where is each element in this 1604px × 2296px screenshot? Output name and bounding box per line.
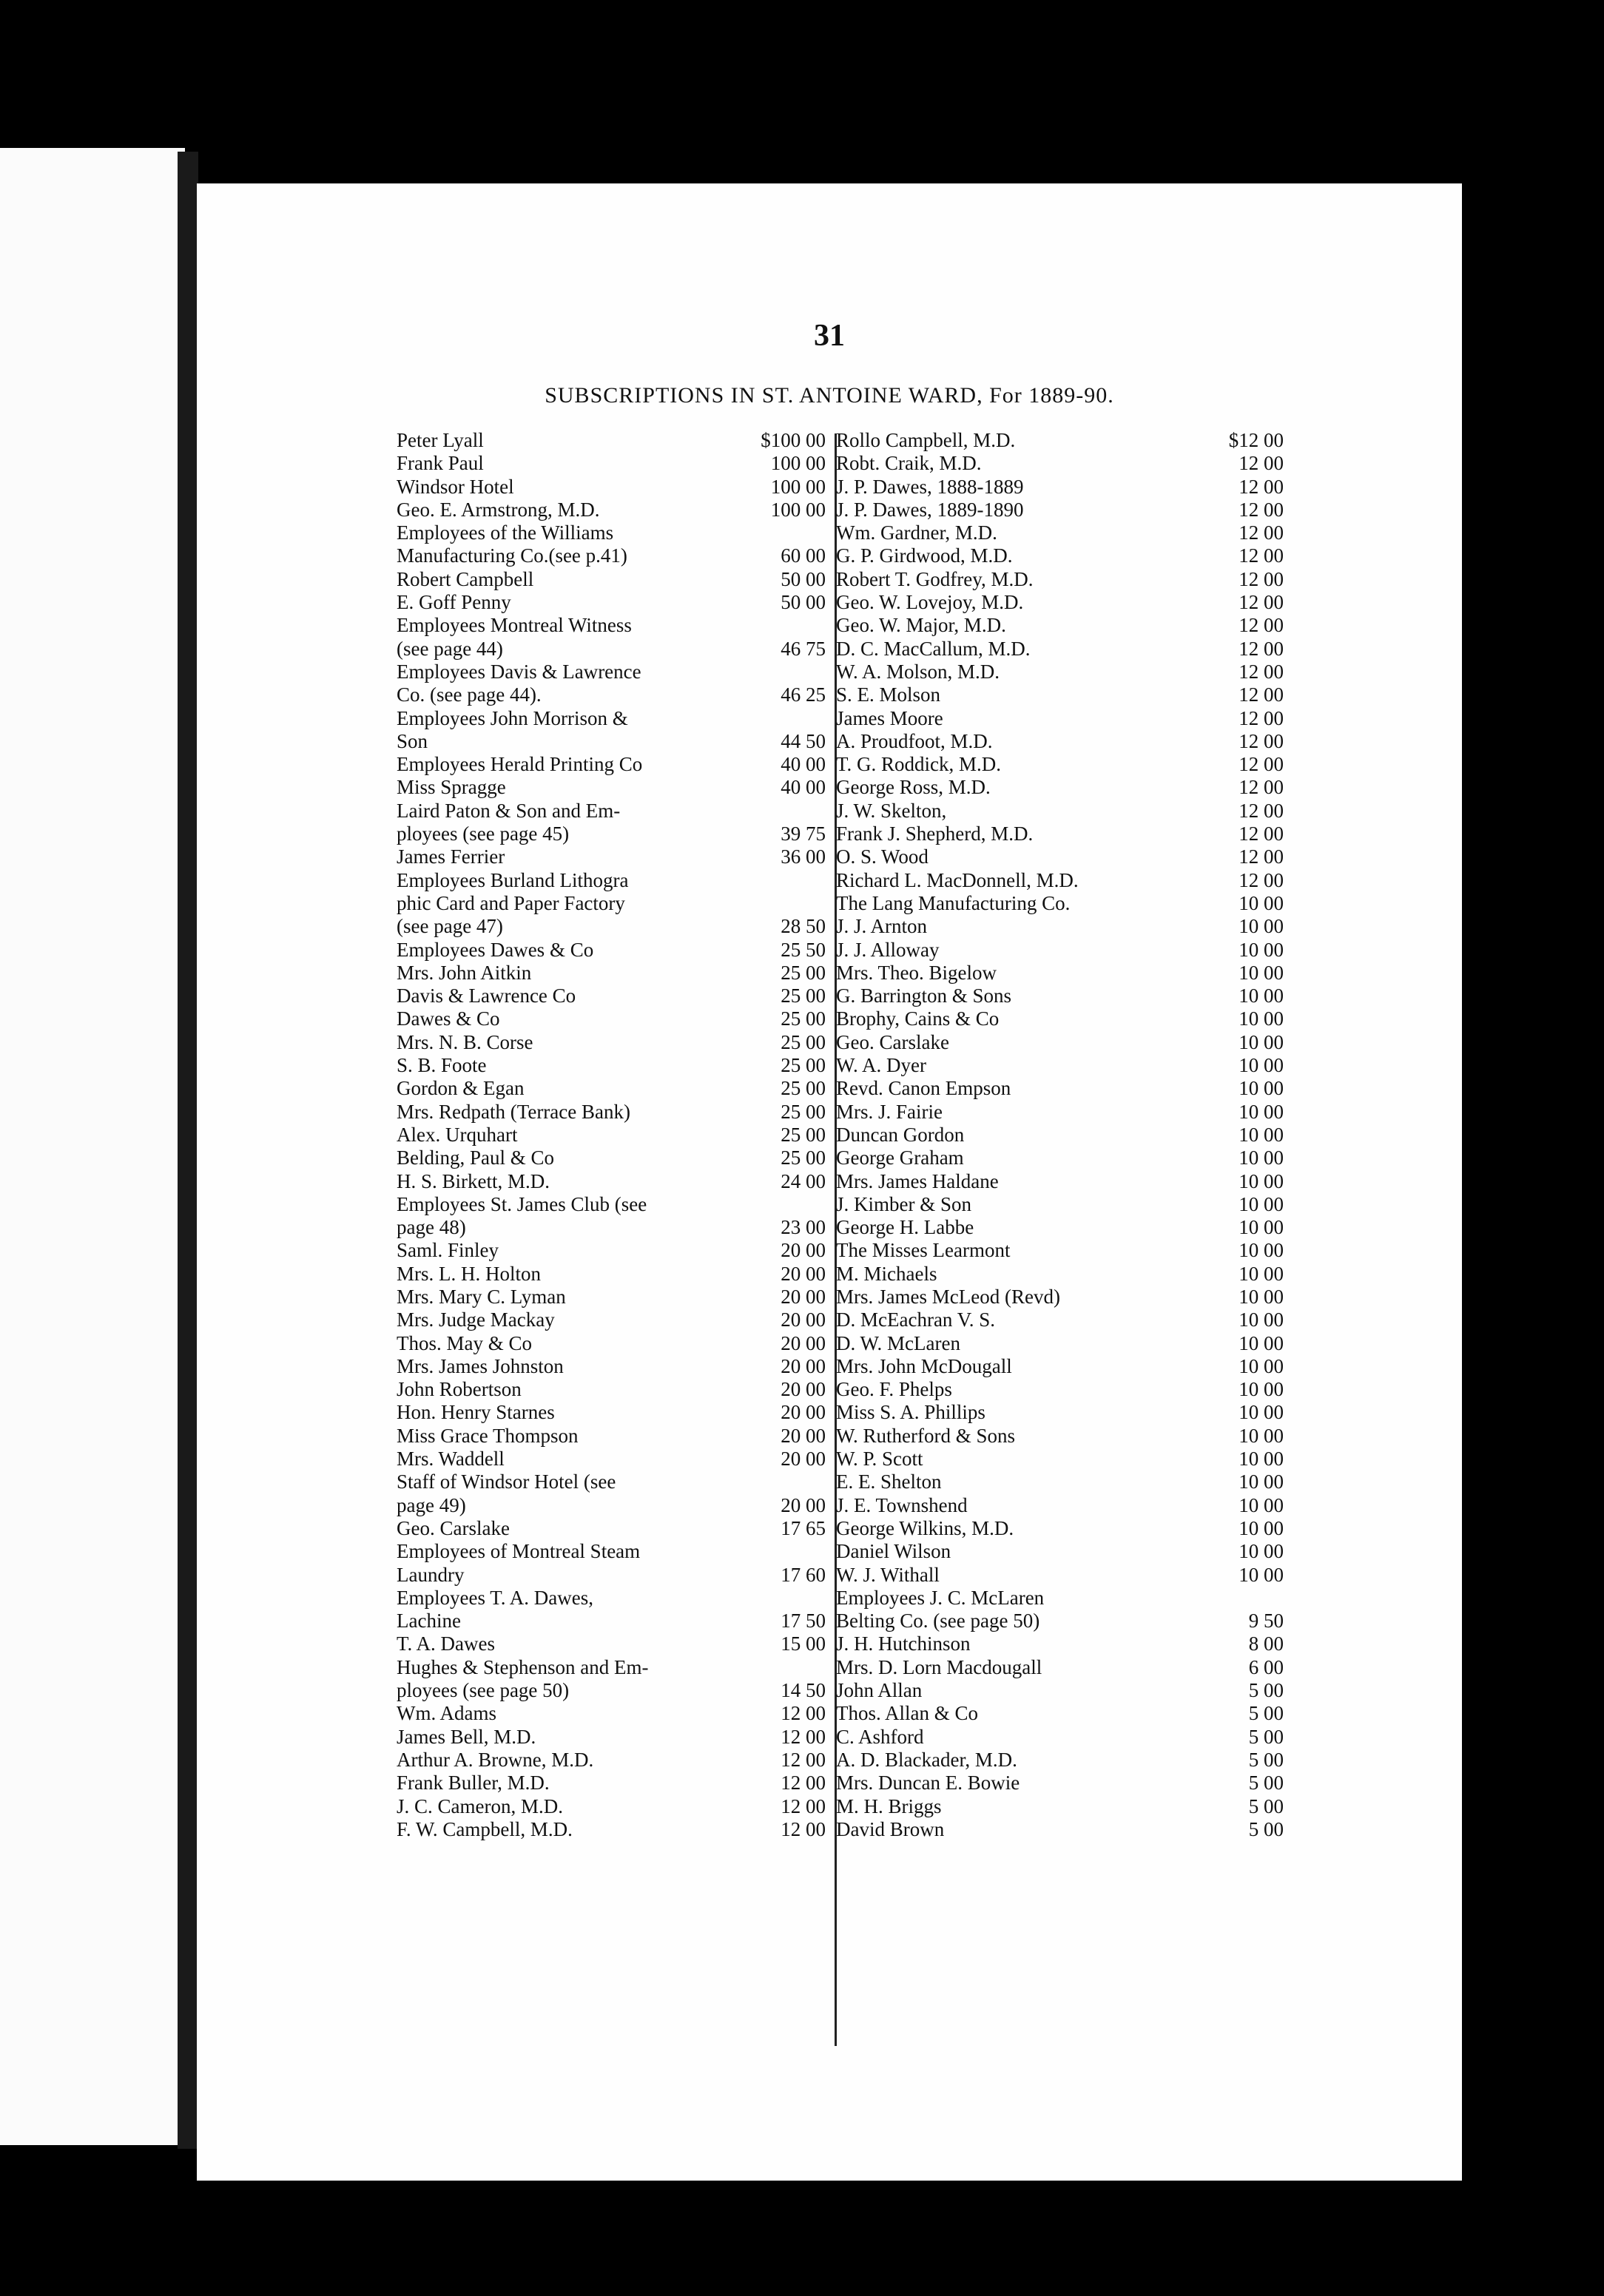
subscription-amount: 20 00: [781, 1401, 826, 1424]
subscription-row: [836, 776, 1450, 799]
subscription-row: [836, 1726, 1450, 1749]
subscription-row: [836, 800, 1450, 823]
subscriber-name: James Moore: [836, 706, 943, 729]
subscription-row: [836, 892, 1450, 915]
subscriber-name: George Graham: [836, 1147, 964, 1169]
subscriber-name: page 48): [397, 1216, 466, 1239]
subscription-row: [836, 1471, 1450, 1493]
subscriber-name: phic Card and Paper Factory: [397, 891, 625, 914]
subscriber-name: Mrs. James Haldane: [836, 1169, 999, 1192]
subscription-amount: 5 00: [1248, 1725, 1284, 1748]
subscription-row: [836, 1587, 1450, 1610]
subscription-row: [836, 1124, 1450, 1147]
subscriber-name: Robert T. Godfrey, M.D.: [836, 567, 1034, 590]
subscription-row: [836, 544, 1450, 567]
subscriber-name: Geo. W. Major, M.D.: [836, 614, 1006, 637]
subscriber-name: W. J. Withall: [836, 1563, 940, 1586]
subscription-row: [836, 1795, 1450, 1818]
subscription-row: [836, 1077, 1450, 1100]
subscription-amount: 12 00: [1239, 591, 1284, 614]
subscription-row: [836, 869, 1450, 892]
subscription-amount: 12 00: [1239, 475, 1284, 498]
subscription-row: [836, 1540, 1450, 1563]
subscription-amount: 10 00: [1239, 1100, 1284, 1123]
subscription-row: [836, 1332, 1450, 1355]
subscription-amount: 12 00: [1239, 823, 1284, 845]
subscription-amount: 20 00: [781, 1331, 826, 1354]
subscriber-name: J. P. Dawes, 1888-1889: [836, 475, 1024, 498]
subscription-amount: 10 00: [1239, 1147, 1284, 1169]
subscription-amount: $12 00: [1228, 429, 1284, 451]
subscriber-name: Geo. W. Lovejoy, M.D.: [836, 591, 1024, 614]
subscriber-name: D. McEachran V. S.: [836, 1309, 995, 1331]
subscription-amount: 40 00: [781, 753, 826, 776]
subscriber-name: Mrs. Redpath (Terrace Bank): [397, 1100, 630, 1123]
subscriber-name: James Bell, M.D.: [397, 1725, 536, 1748]
subscription-amount: 5 00: [1248, 1679, 1284, 1702]
subscription-amount: 12 00: [781, 1794, 826, 1817]
subscription-row: [836, 845, 1450, 868]
subscription-row: [836, 683, 1450, 706]
subscription-amount: 25 00: [781, 1054, 826, 1077]
subscriber-name: Employees Herald Printing Co: [397, 753, 643, 776]
subscription-amount: 50 00: [781, 591, 826, 614]
subscription-amount: 25 00: [781, 1100, 826, 1123]
subscription-amount: 20 00: [781, 1493, 826, 1516]
subscription-amount: 12 00: [781, 1748, 826, 1771]
subscriber-name: Robert Campbell: [397, 567, 534, 590]
subscriber-name: Mrs. Mary C. Lyman: [397, 1285, 566, 1308]
subscription-row: [836, 1749, 1450, 1772]
subscriber-name: (see page 47): [397, 915, 503, 938]
subscriber-name: James Ferrier: [397, 845, 505, 868]
subscription-amount: 23 00: [781, 1216, 826, 1239]
subscription-amount: 20 00: [781, 1448, 826, 1471]
subscription-row: [836, 707, 1450, 730]
subscription-amount: 25 00: [781, 1077, 826, 1100]
subscriber-name: A. D. Blackader, M.D.: [836, 1748, 1017, 1771]
subscription-amount: 25 00: [781, 961, 826, 984]
subscriber-name: W. A. Dyer: [836, 1054, 926, 1077]
subscriber-name: Mrs. James McLeod (Revd): [836, 1285, 1060, 1308]
subscription-amount: 12 00: [781, 1702, 826, 1725]
subscriber-name: Co. (see page 44).: [397, 683, 542, 706]
subscription-amount: 10 00: [1239, 1331, 1284, 1354]
subscriber-name: M. Michaels: [836, 1262, 937, 1285]
subscription-row: [836, 429, 1450, 452]
subscription-amount: 12 00: [1239, 452, 1284, 475]
subscription-row: [836, 661, 1450, 683]
subscription-amount: 12 00: [1239, 683, 1284, 706]
subscription-amount: 10 00: [1239, 1516, 1284, 1539]
subscription-row: [836, 638, 1450, 661]
subscriber-name: Mrs. John Aitkin: [397, 961, 532, 984]
subscriber-name: Employees Burland Lithogra: [397, 868, 629, 891]
subscriber-name: Mrs. Waddell: [397, 1448, 505, 1471]
subscription-amount: 10 00: [1239, 1216, 1284, 1239]
subscription-amount: 100 00: [770, 452, 826, 475]
subscription-amount: 25 00: [781, 1030, 826, 1053]
subscription-amount: 6 00: [1248, 1655, 1284, 1678]
subscription-row: [836, 1193, 1450, 1216]
subscription-row: [836, 1818, 1450, 1841]
subscriber-name: Brophy, Cains & Co: [836, 1007, 1000, 1030]
subscription-row: [836, 1170, 1450, 1193]
subscriber-name: Thos. May & Co: [397, 1331, 533, 1354]
subscription-row: [836, 1425, 1450, 1448]
subscription-amount: 5 00: [1248, 1794, 1284, 1817]
subscription-amount: 10 00: [1239, 1563, 1284, 1586]
subscription-row: [836, 1239, 1450, 1262]
subscriber-name: Windsor Hotel: [397, 475, 514, 498]
subscriber-name: E. E. Shelton: [836, 1471, 942, 1493]
subscriber-name: John Robertson: [397, 1378, 522, 1401]
subscriber-name: ployees (see page 50): [397, 1679, 570, 1702]
subscriber-name: George H. Labbe: [836, 1216, 974, 1239]
subscription-row: [836, 476, 1450, 499]
subscription-amount: 12 00: [1239, 614, 1284, 637]
subscriber-name: Daniel Wilson: [836, 1540, 951, 1563]
subscriber-name: Frank J. Shepherd, M.D.: [836, 823, 1034, 845]
subscription-row: [836, 1679, 1450, 1702]
subscription-amount: 100 00: [770, 475, 826, 498]
subscription-amount: 10 00: [1239, 1123, 1284, 1146]
subscription-row: [836, 614, 1450, 637]
subscriber-name: S. E. Molson: [836, 683, 941, 706]
subscription-row: [836, 1401, 1450, 1424]
subscription-amount: 9 50: [1248, 1610, 1284, 1632]
subscription-amount: 10 00: [1239, 1448, 1284, 1471]
subscription-amount: $100 00: [761, 429, 826, 451]
subscriber-name: Lachine: [397, 1610, 461, 1632]
subscriber-name: Geo. Carslake: [397, 1516, 510, 1539]
subscription-amount: 10 00: [1239, 915, 1284, 938]
subscription-amount: 12 00: [1239, 660, 1284, 683]
subscriber-name: Laundry: [397, 1563, 465, 1586]
subscription-amount: 10 00: [1239, 1285, 1284, 1308]
subscriber-name: Hon. Henry Starnes: [397, 1401, 555, 1424]
subscriber-name: Mrs. John McDougall: [836, 1354, 1012, 1377]
subscription-amount: 12 00: [781, 1772, 826, 1794]
subscriber-name: J. J. Arnton: [836, 915, 928, 938]
subscription-amount: 10 00: [1239, 1030, 1284, 1053]
subscriber-name: J. W. Skelton,: [836, 799, 947, 822]
subscriber-name: Gordon & Egan: [397, 1077, 525, 1100]
subscriber-name: Geo. E. Armstrong, M.D.: [397, 498, 600, 521]
subscriber-name: T. A. Dawes: [397, 1632, 495, 1655]
subscriber-name: (see page 44): [397, 637, 503, 660]
subscription-amount: 10 00: [1239, 1540, 1284, 1563]
page-title: SUBSCRIPTIONS IN ST. ANTOINE WARD, For 1889-90.: [545, 383, 1114, 408]
subscription-row: [836, 1448, 1450, 1471]
subscription-amount: 20 00: [781, 1378, 826, 1401]
subscriber-name: C. Ashford: [836, 1725, 924, 1748]
subscription-amount: 20 00: [781, 1354, 826, 1377]
subscription-amount: 10 00: [1239, 1424, 1284, 1447]
subscription-amount: 46 25: [781, 683, 826, 706]
subscriber-name: S. B. Foote: [397, 1054, 487, 1077]
subscription-row: [836, 452, 1450, 475]
subscriber-name: A. Proudfoot, M.D.: [836, 729, 993, 752]
subscription-amount: 20 00: [781, 1239, 826, 1262]
subscriber-name: W. A. Molson, M.D.: [836, 660, 1000, 683]
subscription-row: [836, 568, 1450, 591]
subscription-amount: 10 00: [1239, 1493, 1284, 1516]
subscription-amount: 20 00: [781, 1262, 826, 1285]
subscriber-name: G. Barrington & Sons: [836, 985, 1012, 1007]
subscriber-name: Frank Paul: [397, 452, 484, 475]
subscriber-name: page 49): [397, 1493, 466, 1516]
subscriber-name: Wm. Adams: [397, 1702, 496, 1725]
subscription-amount: 12 00: [1239, 868, 1284, 891]
subscription-row: [836, 1054, 1450, 1077]
subscription-amount: 40 00: [781, 776, 826, 799]
subscriber-name: Richard L. MacDonnell, M.D.: [836, 868, 1079, 891]
subscription-amount: 20 00: [781, 1309, 826, 1331]
subscriber-name: Hughes & Stephenson and Em-: [397, 1655, 649, 1678]
subscriber-name: Geo. Carslake: [836, 1030, 949, 1053]
subscriber-name: D. C. MacCallum, M.D.: [836, 637, 1031, 660]
subscriber-name: J. Kimber & Son: [836, 1192, 972, 1215]
subscription-row: [836, 753, 1450, 776]
subscriber-name: Thos. Allan & Co: [836, 1702, 979, 1725]
subscription-amount: 12 00: [1239, 567, 1284, 590]
subscription-row: [836, 915, 1450, 938]
subscription-row: [836, 1286, 1450, 1309]
subscription-amount: 17 65: [781, 1516, 826, 1539]
subscription-amount: 20 00: [781, 1285, 826, 1308]
subscriber-name: Employees St. James Club (see: [397, 1192, 647, 1215]
subscription-amount: 10 00: [1239, 1192, 1284, 1215]
subscriber-name: E. Goff Penny: [397, 591, 511, 614]
subscriber-name: W. P. Scott: [836, 1448, 923, 1471]
subscriber-name: Arthur A. Browne, M.D.: [397, 1748, 594, 1771]
subscription-amount: 60 00: [781, 544, 826, 567]
subscriber-name: Mrs. James Johnston: [397, 1354, 564, 1377]
subscription-amount: 12 00: [1239, 799, 1284, 822]
subscription-row: [836, 939, 1450, 962]
subscriber-name: Belting Co. (see page 50): [836, 1610, 1040, 1632]
subscriber-name: Mrs. Theo. Bigelow: [836, 961, 997, 984]
subscription-amount: 10 00: [1239, 1471, 1284, 1493]
subscription-amount: 10 00: [1239, 1309, 1284, 1331]
subscriber-name: Son: [397, 729, 428, 752]
subscriber-name: H. S. Birkett, M.D.: [397, 1169, 550, 1192]
subscriber-name: Miss Spragge: [397, 776, 506, 799]
subscription-amount: 12 00: [1239, 637, 1284, 660]
subscription-row: [836, 1101, 1450, 1124]
subscription-amount: 14 50: [781, 1679, 826, 1702]
subscription-row: [836, 1007, 1450, 1030]
subscriber-name: Employees Dawes & Co: [397, 938, 594, 961]
subscription-amount: 24 00: [781, 1169, 826, 1192]
subscription-amount: 5 00: [1248, 1702, 1284, 1725]
subscription-amount: 10 00: [1239, 1262, 1284, 1285]
subscription-amount: 5 00: [1248, 1748, 1284, 1771]
subscription-amount: 12 00: [1239, 521, 1284, 544]
subscription-amount: 5 00: [1248, 1772, 1284, 1794]
subscriber-name: Frank Buller, M.D.: [397, 1772, 550, 1794]
subscription-amount: 12 00: [781, 1725, 826, 1748]
subscription-row: [836, 1564, 1450, 1587]
subscription-amount: 10 00: [1239, 1378, 1284, 1401]
subscription-amount: 20 00: [781, 1424, 826, 1447]
subscription-amount: 10 00: [1239, 985, 1284, 1007]
subscriber-name: Belding, Paul & Co: [397, 1147, 555, 1169]
subscription-amount: 46 75: [781, 637, 826, 660]
subscription-amount: 12 00: [781, 1817, 826, 1840]
subscriber-name: D. W. McLaren: [836, 1331, 960, 1354]
subscription-row: [836, 1378, 1450, 1401]
subscription-amount: 10 00: [1239, 1007, 1284, 1030]
subscriber-name: J. J. Alloway: [836, 938, 940, 961]
subscriber-name: Employees of Montreal Steam: [397, 1540, 641, 1563]
subscription-amount: 28 50: [781, 915, 826, 938]
subscription-amount: 10 00: [1239, 1054, 1284, 1077]
subscription-amount: 17 50: [781, 1610, 826, 1632]
subscription-amount: 10 00: [1239, 891, 1284, 914]
subscription-row: [836, 1309, 1450, 1331]
subscription-amount: 10 00: [1239, 938, 1284, 961]
subscription-amount: 39 75: [781, 823, 826, 845]
subscriber-name: Employees J. C. McLaren: [836, 1586, 1045, 1609]
subscriptions-right-column: [836, 429, 1450, 1841]
subscription-amount: 25 50: [781, 938, 826, 961]
subscriber-name: J. C. Cameron, M.D.: [397, 1794, 563, 1817]
subscription-amount: 15 00: [781, 1632, 826, 1655]
subscription-row: [836, 985, 1450, 1007]
subscriber-name: Alex. Urquhart: [397, 1123, 518, 1146]
subscriber-name: J. H. Hutchinson: [836, 1632, 971, 1655]
subscription-row: [836, 1494, 1450, 1517]
subscription-amount: 17 60: [781, 1563, 826, 1586]
subscriber-name: Mrs. J. Fairie: [836, 1100, 943, 1123]
subscriber-name: John Allan: [836, 1679, 923, 1702]
subscriber-name: Geo. F. Phelps: [836, 1378, 952, 1401]
subscription-amount: 10 00: [1239, 961, 1284, 984]
subscription-row: [836, 521, 1450, 544]
subscriber-name: Mrs. Judge Mackay: [397, 1309, 555, 1331]
subscriber-name: Employees of the Williams: [397, 521, 614, 544]
subscription-row: [836, 1517, 1450, 1540]
subscriber-name: O. S. Wood: [836, 845, 929, 868]
subscription-amount: 12 00: [1239, 776, 1284, 799]
subscription-row: [836, 1216, 1450, 1239]
subscription-row: [836, 1632, 1450, 1655]
subscriber-name: M. H. Briggs: [836, 1794, 942, 1817]
subscription-amount: 50 00: [781, 567, 826, 590]
subscription-amount: 5 00: [1248, 1817, 1284, 1840]
page-number: 31: [814, 319, 845, 353]
subscription-row: [836, 499, 1450, 521]
subscriber-name: Saml. Finley: [397, 1239, 499, 1262]
subscriber-name: J. E. Townshend: [836, 1493, 968, 1516]
subscription-row: [836, 730, 1450, 753]
subscriber-name: F. W. Campbell, M.D.: [397, 1817, 573, 1840]
subscription-amount: 12 00: [1239, 753, 1284, 776]
subscriber-name: Mrs. L. H. Holton: [397, 1262, 541, 1285]
subscription-amount: 10 00: [1239, 1077, 1284, 1100]
subscription-amount: 36 00: [781, 845, 826, 868]
subscriber-name: Rollo Campbell, M.D.: [836, 429, 1016, 451]
subscriber-name: Miss Grace Thompson: [397, 1424, 579, 1447]
subscription-amount: 25 00: [781, 1007, 826, 1030]
subscription-row: [836, 962, 1450, 985]
subscriber-name: George Ross, M.D.: [836, 776, 991, 799]
subscriber-name: W. Rutherford & Sons: [836, 1424, 1015, 1447]
subscriber-name: David Brown: [836, 1817, 945, 1840]
subscriber-name: Robt. Craik, M.D.: [836, 452, 982, 475]
subscriber-name: Manufacturing Co.(see p.41): [397, 544, 627, 567]
subscription-row: [836, 1355, 1450, 1378]
subscription-row: [836, 1610, 1450, 1632]
subscriber-name: Employees Davis & Lawrence: [397, 660, 641, 683]
subscriber-name: George Wilkins, M.D.: [836, 1516, 1014, 1539]
subscriber-name: Revd. Canon Empson: [836, 1077, 1011, 1100]
subscriber-name: Employees John Morrison &: [397, 706, 628, 729]
subscription-amount: 12 00: [1239, 845, 1284, 868]
book-spine: [178, 152, 198, 2149]
subscriber-name: The Lang Manufacturing Co.: [836, 891, 1071, 914]
subscription-amount: 12 00: [1239, 498, 1284, 521]
subscription-row: [836, 1147, 1450, 1169]
subscription-row: [836, 591, 1450, 614]
subscription-amount: 100 00: [770, 498, 826, 521]
subscriber-name: G. P. Girdwood, M.D.: [836, 544, 1013, 567]
subscription-row: [836, 1656, 1450, 1679]
subscriber-name: Mrs. D. Lorn Macdougall: [836, 1655, 1042, 1678]
document-page: [197, 183, 1462, 2181]
subscriber-name: ployees (see page 45): [397, 823, 570, 845]
subscriber-name: Wm. Gardner, M.D.: [836, 521, 997, 544]
subscriber-name: Peter Lyall: [397, 429, 484, 451]
subscriber-name: Mrs. Duncan E. Bowie: [836, 1772, 1020, 1794]
subscriber-name: Duncan Gordon: [836, 1123, 965, 1146]
subscription-amount: 10 00: [1239, 1169, 1284, 1192]
subscription-amount: 25 00: [781, 1147, 826, 1169]
subscription-amount: 12 00: [1239, 706, 1284, 729]
subscription-row: [836, 1772, 1450, 1794]
subscriber-name: Employees T. A. Dawes,: [397, 1586, 593, 1609]
subscriber-name: The Misses Learmont: [836, 1239, 1011, 1262]
subscription-amount: 44 50: [781, 729, 826, 752]
subscription-amount: 10 00: [1239, 1354, 1284, 1377]
subscriber-name: T. G. Roddick, M.D.: [836, 753, 1001, 776]
subscription-amount: 12 00: [1239, 544, 1284, 567]
subscription-row: [836, 1702, 1450, 1725]
subscriber-name: Staff of Windsor Hotel (see: [397, 1471, 616, 1493]
subscription-amount: 10 00: [1239, 1401, 1284, 1424]
subscription-amount: 12 00: [1239, 729, 1284, 752]
subscriber-name: Laird Paton & Son and Em-: [397, 799, 621, 822]
subscription-amount: 25 00: [781, 985, 826, 1007]
subscriber-name: Dawes & Co: [397, 1007, 500, 1030]
subscription-row: [836, 1263, 1450, 1286]
subscription-row: [836, 823, 1450, 845]
subscriber-name: Miss S. A. Phillips: [836, 1401, 985, 1424]
subscription-amount: 8 00: [1248, 1632, 1284, 1655]
facing-page-edge: [0, 148, 185, 2145]
subscriber-name: Mrs. N. B. Corse: [397, 1030, 533, 1053]
subscription-row: [836, 1031, 1450, 1054]
subscription-amount: 25 00: [781, 1123, 826, 1146]
subscriber-name: Employees Montreal Witness: [397, 614, 632, 637]
subscriber-name: Davis & Lawrence Co: [397, 985, 576, 1007]
subscriber-name: J. P. Dawes, 1889-1890: [836, 498, 1024, 521]
subscription-amount: 10 00: [1239, 1239, 1284, 1262]
